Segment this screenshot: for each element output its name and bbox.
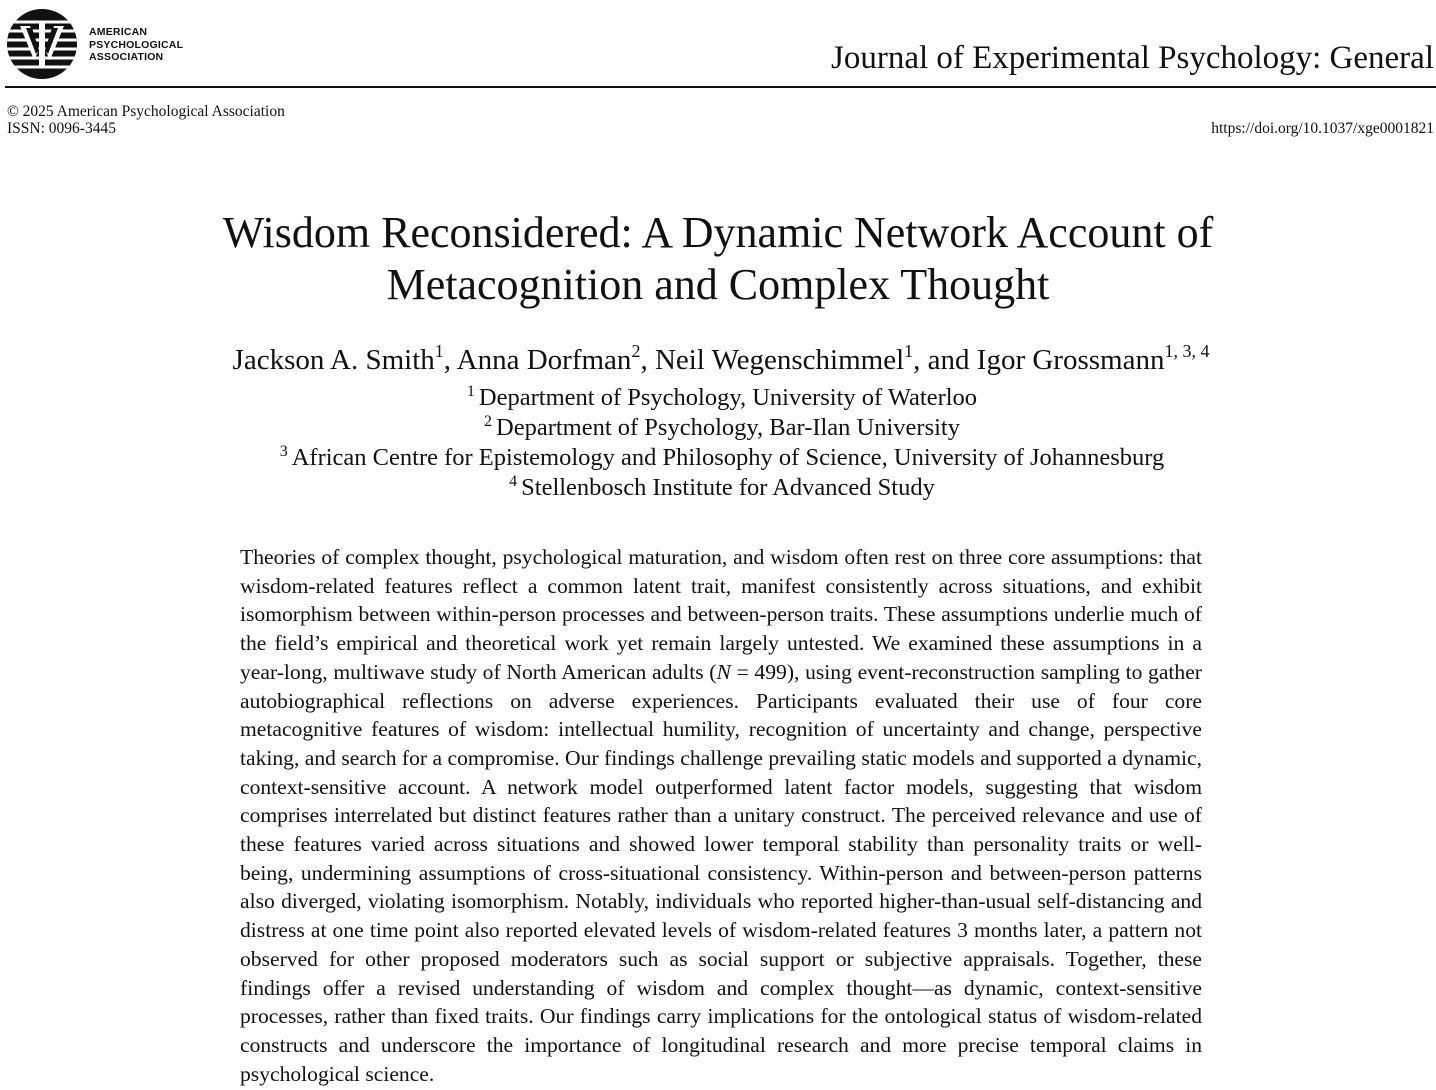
author-name: Jackson A. Smith bbox=[232, 344, 435, 376]
affiliation-text: African Centre for Epistemology and Philosophy of Science, University of Johannesburg bbox=[291, 444, 1165, 471]
affiliation-number: 4 bbox=[509, 473, 518, 490]
doi-link[interactable]: https://doi.org/10.1037/xge0001821 bbox=[1211, 120, 1434, 137]
author-list bbox=[0, 342, 1436, 378]
sample-size-symbol: N bbox=[716, 659, 731, 684]
abstract-text: ), using event-reconstruction sampling to gather autobiographical reflections on adverse experiences. Participants evaluated their use of four core metacognitive features of wisdom: intellectual humility, recognition of uncertainty and change, perspective taking, and search for a compromise. Our findings challenge prevailing static models and supported a dynamic, context-sensitive account. A network model outperformed latent factor models, suggesting that wisdom comprises interrelated but distinct features rather than a unitary construct. The perceived relevance and use of these features varied across situations and showed lower temporal stability than personality traits or well-being, undermining assumptions of cross-situational consistency. Within-person and between-person patterns also diverged, violating isomorphism. Notably, individuals who reported higher-than-usual self-distancing and distress at one time point also reported elevated levels of wisdom-related features 3 months later, a pattern not observed for other proposed moderators such as social support or subjective appraisals. Together, these findings offer a revised understanding of wisdom and complex thought—as dynamic, context-sensitive processes, rather than fixed traits. Our findings carry implications for the ontological status of wisdom-related constructs and underscore the importance of longitudinal research and more precise temporal claims in psychological science. bbox=[240, 659, 1203, 1086]
author-name: Anna Dorfman bbox=[456, 344, 632, 376]
publisher-name-line: ASSOCIATION bbox=[89, 51, 164, 63]
publisher-name-line: AMERICAN bbox=[89, 26, 148, 38]
affiliation bbox=[0, 383, 1436, 413]
author-name: Igor Grossmann bbox=[976, 344, 1165, 376]
article-title bbox=[0, 207, 1436, 311]
author-separator: , bbox=[443, 344, 457, 376]
journal-title: Journal of Experimental Psychology: General bbox=[830, 40, 1434, 76]
abstract-text: Theories of complex thought, psychological maturation, and wisdom often rest on three core assumptions: that wisdom-related features reflect a common latent trait, manifest consistently across situations, and exhibit isomorphism between within-person processes and between-person traits. These assumptions underlie much of the field’s empirical and theoretical work yet remain largely untested. We examined these assumptions in a year-long, multiwave study of North American adults ( bbox=[240, 545, 1202, 684]
affiliation-text: Stellenbosch Institute for Advanced Study bbox=[521, 474, 935, 501]
affiliation bbox=[0, 443, 1436, 473]
affiliation bbox=[0, 413, 1436, 443]
author-separator: , and bbox=[913, 344, 977, 376]
author-affiliation-marker: 2 bbox=[631, 341, 641, 361]
author-name: Neil Wegenschimmel bbox=[654, 344, 905, 376]
issn: ISSN: 0096-3445 bbox=[7, 120, 116, 137]
abstract-paragraph bbox=[240, 543, 1202, 1088]
affiliation-list bbox=[0, 383, 1436, 503]
journal-header bbox=[0, 0, 1436, 90]
author-affiliation-marker: 1 bbox=[904, 341, 914, 361]
publisher-name-line: PSYCHOLOGICAL bbox=[89, 38, 184, 51]
affiliation-number: 1 bbox=[466, 383, 475, 400]
publication-meta bbox=[7, 103, 285, 137]
copyright-notice: © 2025 American Psychological Association bbox=[7, 103, 285, 120]
apa-logo-icon bbox=[6, 8, 78, 80]
author-affiliation-marker: 1, 3, 4 bbox=[1164, 341, 1210, 361]
article-title-line: Wisdom Reconsidered: A Dynamic Network Account of bbox=[222, 208, 1214, 257]
affiliation-text: Department of Psychology, Bar-Ilan University bbox=[496, 414, 960, 441]
sample-size-value: = 499 bbox=[730, 659, 787, 684]
author-separator: , bbox=[640, 344, 655, 376]
affiliation-number: 2 bbox=[484, 413, 492, 430]
publisher-name bbox=[89, 26, 183, 64]
author-affiliation-marker: 1 bbox=[434, 341, 444, 361]
affiliation bbox=[0, 473, 1436, 503]
article-title-line: Metacognition and Complex Thought bbox=[386, 260, 1050, 309]
abstract bbox=[240, 543, 1202, 1088]
affiliation-text: Department of Psychology, University of Waterloo bbox=[478, 384, 978, 411]
header-divider bbox=[5, 86, 1436, 88]
affiliation-number: 3 bbox=[279, 443, 288, 460]
